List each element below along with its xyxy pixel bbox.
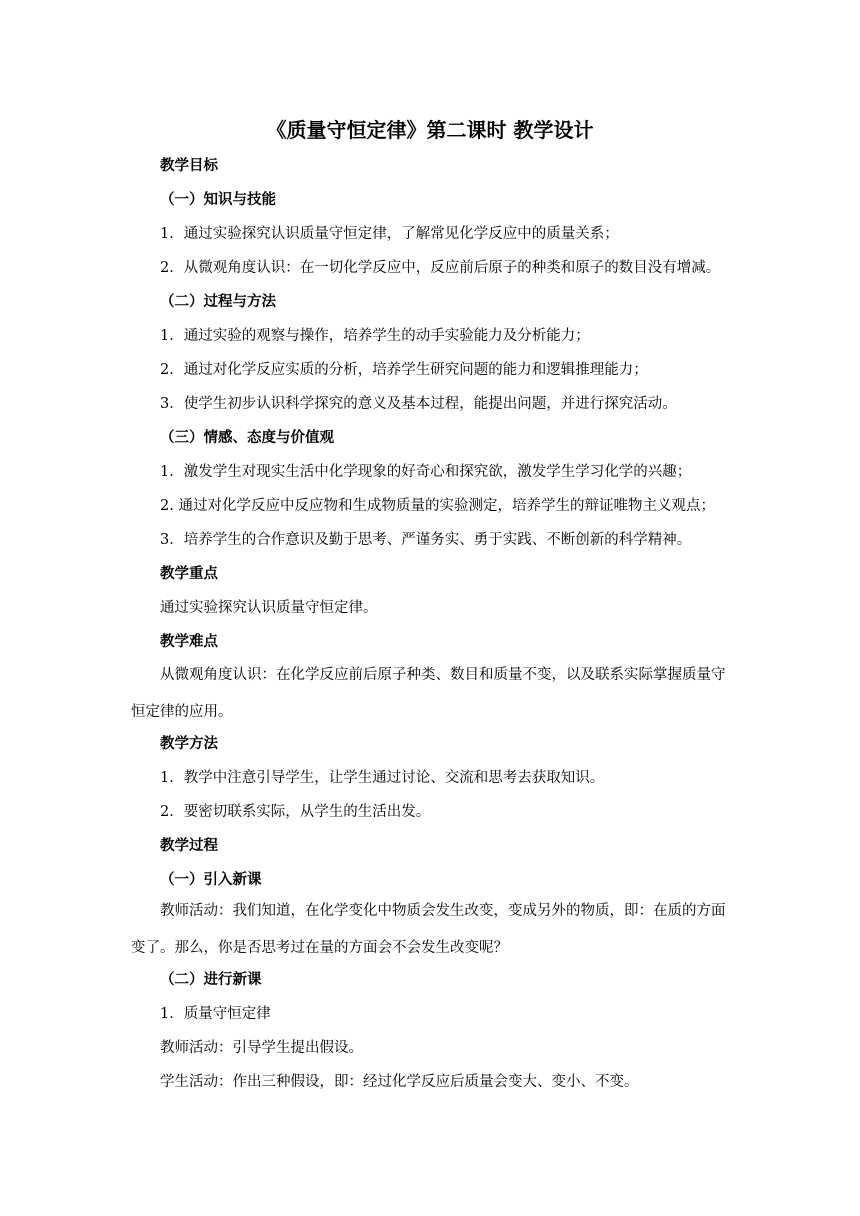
new-lesson-item-1: 1．质量守恒定律	[160, 1006, 271, 1022]
subheading-attitude-values: （三）情感、态度与价值观	[160, 429, 334, 446]
new-lesson-item-3: 学生活动：作出三种假设，即：经过化学反应后质量会变大、变小、不变。	[160, 1074, 639, 1090]
process-item-3: 3．使学生初步认识科学探究的意义及基本过程，能提出问题，并进行探究活动。	[160, 396, 677, 412]
heading-teaching-goals: 教学目标	[160, 157, 218, 174]
subheading-intro: （一）引入新课	[160, 871, 262, 888]
heading-teaching-process: 教学过程	[160, 837, 218, 854]
knowledge-item-2: 2．从微观角度认识：在一切化学反应中，反应前后原子的种类和原子的数目没有增减。	[160, 260, 721, 276]
subheading-knowledge-skills: （一）知识与技能	[160, 191, 276, 208]
method-item-1: 1．教学中注意引导学生，让学生通过讨论、交流和思考去获取知识。	[160, 770, 605, 786]
attitude-item-1: 1．激发学生对现实生活中化学现象的好奇心和探究欲，激发学生学习化学的兴趣；	[160, 464, 692, 480]
difficulty-text: 从微观角度认识：在化学反应前后原子种类、数目和质量不变，以及联系实际掌握质量守恒定律的应用。	[131, 667, 726, 720]
heading-difficulty: 教学难点	[160, 633, 218, 650]
attitude-item-2: 2. 通过对化学反应中反应物和生成物质量的实验测定，培养学生的辩证唯物主义观点；	[160, 498, 715, 514]
document-title: 《质量守恒定律》第二课时 教学设计	[266, 118, 594, 142]
heading-key-point: 教学重点	[160, 565, 218, 582]
process-item-1: 1．通过实验的观察与操作，培养学生的动手实验能力及分析能力；	[160, 328, 590, 344]
subheading-new-lesson: （二）进行新课	[160, 971, 262, 988]
heading-teaching-method: 教学方法	[160, 735, 218, 752]
key-point-text: 通过实验探究认识质量守恒定律。	[160, 600, 378, 616]
attitude-item-3: 3．培养学生的合作意识及勤于思考、严谨务实、勇于实践、不断创新的科学精神。	[160, 532, 692, 548]
process-item-2: 2．通过对化学反应实质的分析，培养学生研究问题的能力和逻辑推理能力；	[160, 362, 648, 378]
intro-text: 教师活动：我们知道，在化学变化中物质会发生改变，变成另外的物质，即：在质的方面变了。那么，你是否思考过在量的方面会不会发生改变呢？	[131, 903, 726, 956]
knowledge-item-1: 1．通过实验探究认识质量守恒定律，了解常见化学反应中的质量关系；	[160, 226, 619, 242]
subheading-process-methods: （二）过程与方法	[160, 293, 276, 310]
method-item-2: 2．要密切联系实际，从学生的生活出发。	[160, 804, 431, 820]
new-lesson-item-2: 教师活动：引导学生提出假设。	[160, 1040, 363, 1056]
